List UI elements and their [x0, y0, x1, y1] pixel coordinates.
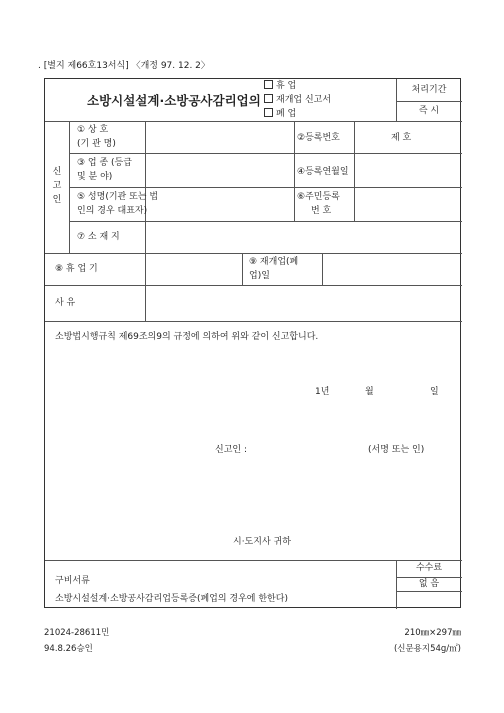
reg-no-label: ②등록번호	[297, 133, 340, 143]
form-code: 21024-28611민	[44, 628, 110, 638]
processing-label: 처리기간	[411, 85, 447, 95]
option-reopen[interactable]: 재개업 신고서	[264, 94, 331, 107]
option-close[interactable]: 폐 업	[264, 108, 296, 121]
date-year: 1년	[315, 387, 330, 397]
date-month: 월	[365, 387, 374, 397]
checkbox[interactable]	[264, 94, 273, 103]
rule-label-col	[145, 121, 146, 321]
paper-type: (신문용지54g/㎡)	[393, 644, 461, 654]
rule-fee-bottom	[396, 591, 462, 592]
docs-content: 소방시설설계·소방공사감리업등록증(폐업의 경우에 한한다)	[55, 594, 288, 604]
docs-label: 구비서류	[55, 576, 90, 586]
resident-no-label: ⑥주민등록	[297, 192, 340, 202]
rule-mid-col	[294, 121, 295, 221]
rule-suspend-bottom	[45, 285, 462, 286]
rule-suspend-mid	[242, 253, 243, 285]
rule-row1	[69, 153, 462, 154]
report-form	[44, 78, 461, 608]
date-day: 일	[430, 387, 439, 397]
rule-reopen-mid	[322, 253, 323, 285]
checkbox[interactable]	[264, 80, 273, 89]
approval-date: 94.8.26승인	[44, 644, 93, 654]
option-suspend[interactable]: 휴 업	[264, 80, 296, 93]
rule-row3	[69, 221, 462, 222]
reg-no-value: 제 호	[391, 133, 412, 143]
rule-body-bottom	[45, 560, 462, 561]
form-number: [별지 제66호13서식]	[43, 61, 129, 71]
rule-applicant-bottom	[45, 253, 462, 254]
signature-label: (서명 또는 인)	[368, 445, 425, 455]
revision-note: 〈개정 97. 12. 2〉	[131, 61, 210, 71]
trade-name-label-2: (기 관 명)	[77, 139, 116, 149]
addressee: 시·도지사 귀하	[233, 537, 291, 547]
fee-value: 없 음	[418, 579, 440, 589]
form-header	[38, 58, 210, 71]
biz-type-label: ③ 업 종 (등급	[77, 158, 132, 168]
trade-name-label: ① 상 호	[77, 125, 109, 135]
rule-mid-col2	[354, 121, 355, 221]
suspend-period-label: ⑧ 휴 업 기	[55, 264, 98, 274]
statement-text: 소방법시행규칙 제69조의9의 규정에 의하여 위와 같이 신고합니다.	[55, 332, 319, 342]
reg-date-label: ④등록연월일	[297, 167, 349, 177]
reopen-date-label-2: 업)일	[249, 271, 270, 281]
header-prefix: .	[38, 61, 41, 71]
reopen-date-label: ⑨ 재개업(폐	[249, 257, 299, 267]
form-title: 소방시설설계·소방공사감리업의	[87, 93, 261, 108]
reporter-label: 신고인 :	[215, 445, 247, 455]
resident-no-label-2: 번 호	[311, 206, 332, 216]
reason-label: 사 유	[55, 298, 76, 308]
name-label-2: 인의 경우 대표자)	[77, 206, 148, 216]
checkbox[interactable]	[264, 108, 273, 117]
rule-processing	[396, 101, 462, 102]
biz-type-label-2: 및 분 야)	[77, 172, 113, 182]
paper-size: 210㎜×297㎜	[404, 628, 461, 638]
fee-label: 수수료	[415, 563, 443, 573]
rule-applicant-col	[69, 121, 70, 253]
applicant-label: 신 고 인	[52, 167, 62, 205]
address-label: ⑦ 소 재 지	[77, 232, 120, 242]
rule-title-bottom	[45, 121, 462, 122]
processing-value: 즉 시	[418, 106, 440, 116]
name-label: ⑤ 성명(기관 또는 법	[77, 192, 159, 202]
rule-row2	[69, 187, 462, 188]
rule-reason-bottom	[45, 321, 462, 322]
